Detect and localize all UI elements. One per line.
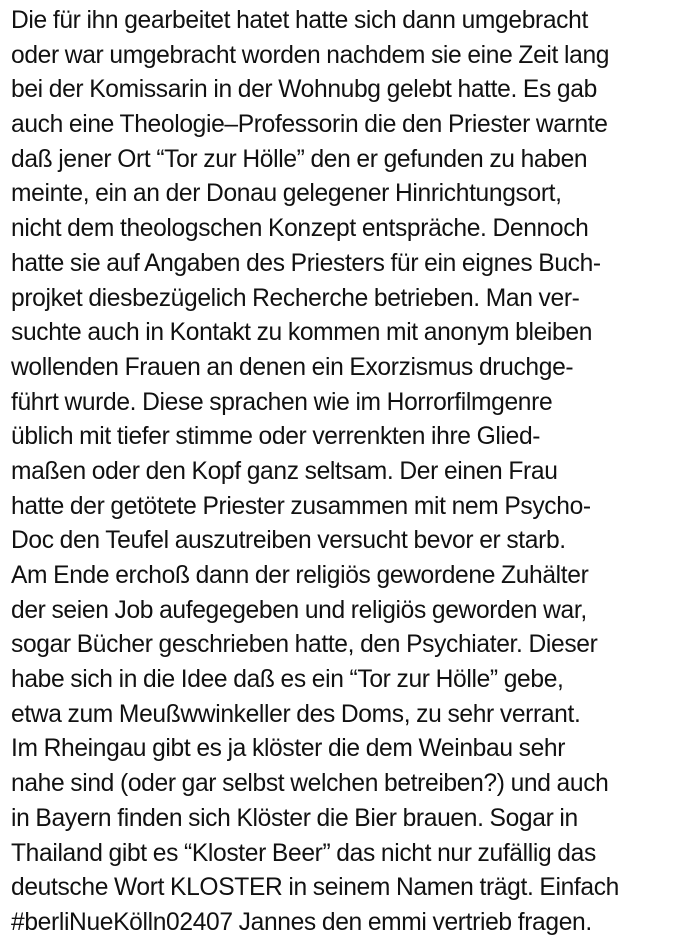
text-line-27: #berliNueKölln02407 Jannes den emmi vertrieb fragen. bbox=[11, 908, 592, 936]
text-line-14: maßen oder den Kopf ganz seltsam. Der einen Frau bbox=[11, 457, 558, 485]
text-line-7: nicht dem theologschen Konzept entspräche. Dennoch bbox=[11, 215, 589, 243]
text-line-26: deutsche Wort KLOSTER in seinem Namen trägt. Einfach bbox=[11, 874, 619, 902]
text-line-10: suchte auch in Kontakt zu kommen mit anonym bleiben bbox=[11, 319, 593, 347]
text-line-12: führt wurde. Diese sprachen wie im Horrorfilmgenre bbox=[11, 388, 553, 416]
text-line-16: Doc den Teufel auszutreiben versucht bevor er starb. bbox=[11, 527, 566, 555]
text-line-2: oder war umgebracht worden nachdem sie eine Zeit lang bbox=[11, 41, 610, 69]
text-line-8: hatte sie auf Angaben des Priesters für ein eignes Buch- bbox=[11, 249, 601, 277]
text-line-1: Die für ihn gearbeitet hatet hatte sich dann umgebracht bbox=[11, 7, 588, 34]
text-line-24: in Bayern finden sich Klöster die Bier brauen. Sogar in bbox=[11, 804, 578, 832]
text-line-18: der seien Job aufegegeben und religiös geworden war, bbox=[11, 596, 587, 624]
text-line-25: Thailand gibt es “Kloster Beer” das nicht nur zufällig das bbox=[11, 839, 596, 867]
text-line-22: Im Rheingau gibt es ja klöster die dem Weinbau sehr bbox=[11, 735, 566, 763]
text-line-9: projket diesbezügelich Recherche betrieben. Man ver- bbox=[11, 284, 580, 312]
body-text bbox=[11, 4, 683, 941]
text-line-19: sogar Bücher geschrieben hatte, den Psychiater. Dieser bbox=[11, 631, 598, 659]
text-line-6: meinte, ein an der Donau gelegener Hinrichtungsort, bbox=[11, 180, 562, 208]
text-line-3: bei der Komissarin in der Wohnubg gelebt hatte. Es gab bbox=[11, 76, 597, 104]
text-line-13: üblich mit tiefer stimme oder verrenkten ihre Glied- bbox=[11, 423, 541, 451]
text-line-5: daß jener Ort “Tor zur Hölle” den er gefunden zu haben bbox=[11, 145, 588, 173]
text-line-23: nahe sind (oder gar selbst welchen betreiben?) und auch bbox=[11, 770, 609, 798]
text-line-20: habe sich in die Idee daß es ein “Tor zur Hölle” gebe, bbox=[11, 666, 564, 694]
text-line-21: etwa zum Meußwwinkeller des Doms, zu sehr verrant. bbox=[11, 700, 581, 728]
text-line-4: auch eine Theologie–Professorin die den Priester warnte bbox=[11, 111, 608, 139]
text-line-15: hatte der getötete Priester zusammen mit nem Psycho- bbox=[11, 492, 591, 520]
text-line-11: wollenden Frauen an denen ein Exorzismus druchge- bbox=[11, 353, 574, 381]
text-line-17: Am Ende erchoß dann der religiös gewordene Zuhälter bbox=[11, 562, 589, 589]
